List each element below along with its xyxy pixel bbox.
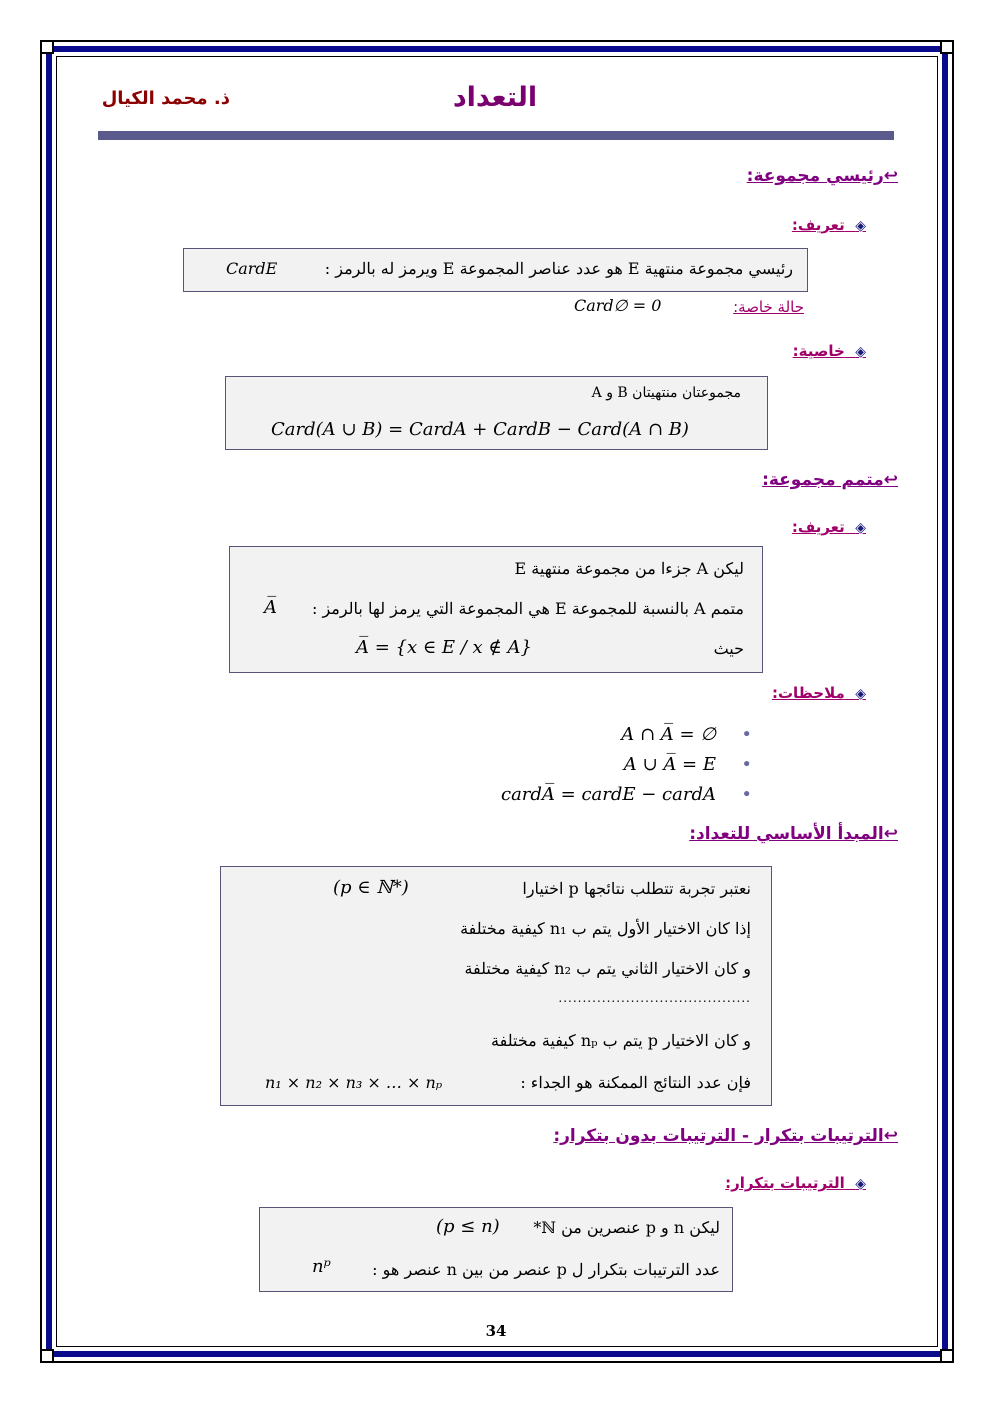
arrangements-formula: nᵖ — [312, 1256, 331, 1277]
complement-line-1: ليكن A جزءا من مجموعة منتهية E — [514, 559, 744, 578]
list-item — [460, 782, 760, 812]
frame-corner — [40, 1349, 54, 1363]
property-text: A و B مجموعتان منتهيتان — [591, 385, 741, 401]
diamond-icon: ◈ — [855, 1176, 866, 1192]
note-formula: A ∪ A̅ = E — [623, 754, 716, 775]
arrangements-box — [259, 1207, 733, 1292]
list-item — [460, 722, 760, 752]
return-arrow-icon: ↩ — [883, 470, 898, 490]
arrangements-with-repetition-heading: ◈ الترتيبات بتكرار: — [725, 1174, 866, 1192]
complement-definition-box — [229, 546, 763, 673]
principle-line-1: نعتبر تجربة تتطلب نتائجها p اختيارا — [522, 879, 751, 898]
section-cardinal-title: ↩رئيسي مجموعة: — [746, 166, 898, 186]
property-heading: ◈ خاصية: — [792, 342, 866, 360]
section-counting-principle-title: ↩المبدأ الأساسي للتعداد: — [689, 824, 898, 844]
author-name: ذ. محمد الكيال — [101, 88, 230, 109]
header-rule — [98, 131, 894, 140]
arrangements-line-1-formula: (p ≤ n) — [436, 1216, 500, 1237]
arrangements-line-1: ليكن n و p عنصرين من ℕ* — [533, 1218, 720, 1237]
diamond-icon: ◈ — [855, 218, 866, 234]
list-item — [460, 752, 760, 782]
diamond-icon: ◈ — [855, 520, 866, 536]
definition-text: رئيسي مجموعة منتهية E هو عدد عناصر المجموعة E ويرمز له بالرمز : — [324, 259, 793, 278]
arrangements-line-2: عدد الترتيبات بتكرار ل p عنصر من بين n عنصر هو : — [372, 1260, 720, 1279]
principle-line-2: إذا كان الاختيار الأول يتم ب n₁ كيفية مختلفة — [460, 919, 751, 938]
complement-line-3-word: حيث — [713, 639, 744, 658]
complement-symbol: A̅ — [264, 597, 277, 618]
bullet-icon: • — [741, 784, 752, 805]
special-case-formula: Card∅ = 0 — [574, 296, 662, 315]
complement-formula: A̅ = {x ∈ E / x ∉ A} — [356, 637, 532, 658]
definition-heading: ◈ تعريف: — [791, 216, 866, 234]
principle-product-formula: n₁ × n₂ × n₃ × … × nₚ — [265, 1073, 443, 1092]
note-formula: cardA̅ = cardE − cardA — [500, 784, 716, 805]
definition-box — [183, 248, 808, 292]
notes-heading: ◈ ملاحظات: — [771, 684, 866, 702]
diamond-icon: ◈ — [855, 344, 866, 360]
return-arrow-icon: ↩ — [883, 1126, 898, 1146]
definition-symbol: CardE — [226, 259, 278, 278]
bullet-icon: • — [741, 724, 752, 745]
bullet-icon: • — [741, 754, 752, 775]
frame-corner — [40, 40, 54, 54]
counting-principle-box — [220, 866, 772, 1106]
special-case-label: حالة خاصة: — [733, 298, 804, 316]
frame-corner — [940, 40, 954, 54]
principle-ellipsis: ........................................ — [558, 991, 751, 1005]
notes-list — [460, 722, 760, 812]
property-box — [225, 376, 768, 450]
page-title: التعداد — [452, 82, 538, 113]
frame-corner — [940, 1349, 954, 1363]
section-complement-title: ↩متمم مجموعة: — [762, 470, 898, 490]
principle-line-5: و كان الاختيار p يتم ب nₚ كيفية مختلفة — [491, 1031, 751, 1050]
principle-line-1-formula: (p ∈ ℕ*) — [333, 877, 409, 898]
complement-line-2: متمم A بالنسبة للمجموعة E هي المجموعة التي يرمز لها بالرمز : — [311, 599, 744, 618]
property-formula: Card(A ∪ B) = CardA + CardB − Card(A ∩ B) — [271, 419, 689, 440]
section-arrangements-title: ↩الترتيبات بتكرار - الترتيبات بدون بتكرار: — [553, 1126, 898, 1146]
note-formula: A ∩ A̅ = ∅ — [621, 724, 716, 745]
principle-line-3: و كان الاختيار الثاني يتم ب n₂ كيفية مختلفة — [464, 959, 751, 978]
definition-heading: ◈ تعريف: — [791, 518, 866, 536]
page-number: 34 — [485, 1322, 507, 1340]
return-arrow-icon: ↩ — [883, 166, 898, 186]
principle-line-6: فإن عدد النتائج الممكنة هو الجداء : — [520, 1073, 751, 1092]
diamond-icon: ◈ — [855, 686, 866, 702]
return-arrow-icon: ↩ — [883, 824, 898, 844]
